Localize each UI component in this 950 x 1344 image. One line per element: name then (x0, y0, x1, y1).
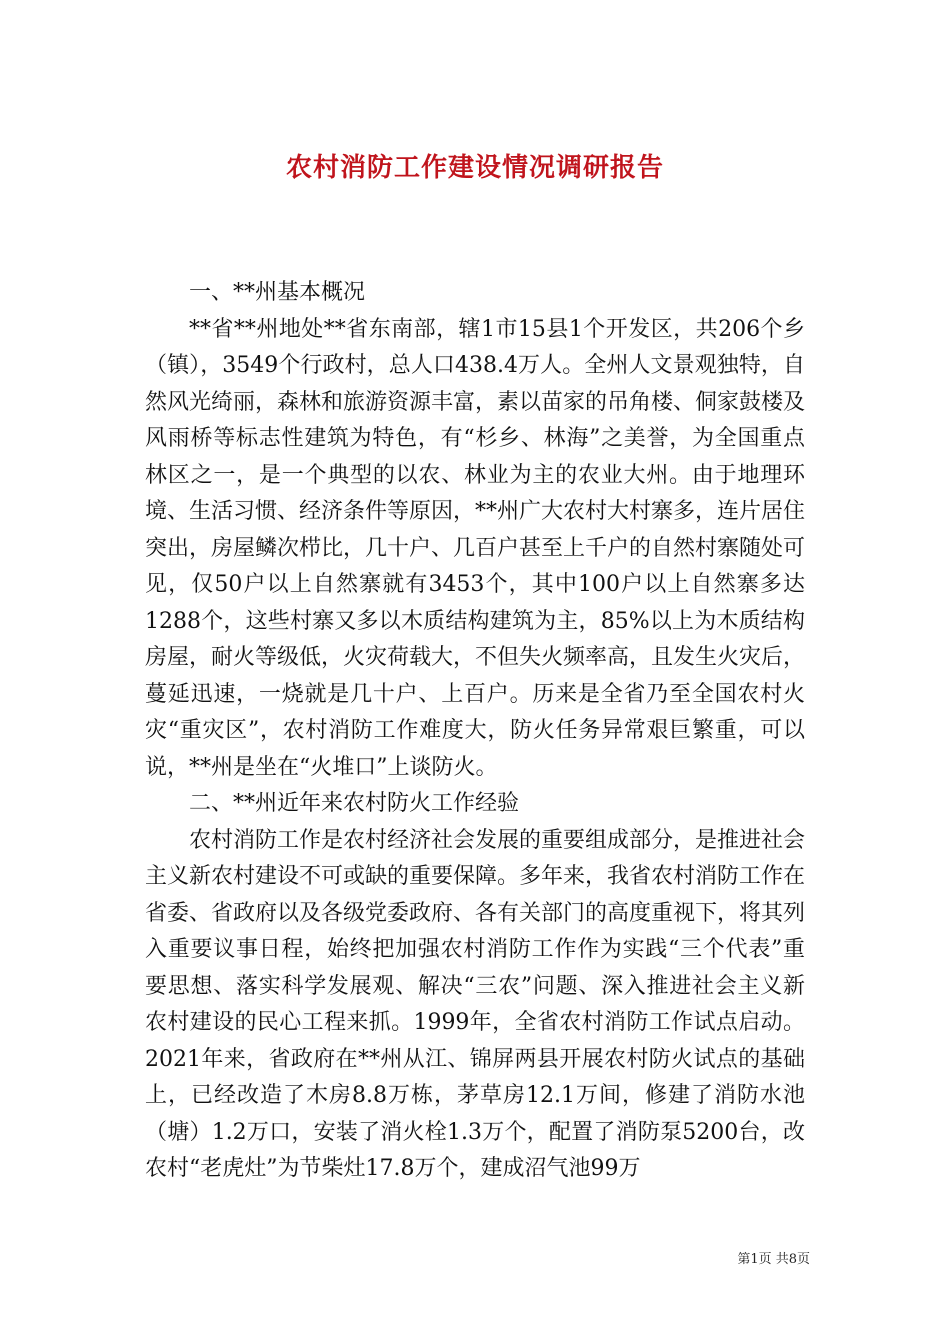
section-1-paragraph-1: **省**州地处**省东南部，辖1市15县1个开发区，共206个乡（镇），3549个行政村，总人口438.4万人。全州人文景观独特，自然风光绮丽，森林和旅游资源丰富，素以苗家的吊角楼、侗家鼓楼及风雨桥等标志性建筑为特色，有“杉乡、林海”之美誉，为全国重点林区之一，是一个典型的以农、林业为主的农业大州。由于地理环境、生活习惯、经济条件等原因，**州广大农村大村寨多，连片居住突出，房屋鳞次栉比，几十户、几百户甚至上千户的自然村寨随处可见，仅50户以上自然寨就有3453个，其中100户以上自然寨多达1288个，这些村寨又多以木质结构建筑为主，85%以上为木质结构房屋，耐火等级低，火灾荷载大，不但失火频率高，且发生火灾后，蔓延迅速，一烧就是几十户、上百户。历来是全省乃至全国农村火灾“重灾区”，农村消防工作难度大，防火任务异常艰巨繁重，可以说，**州是坐在“火堆口”上谈防火。 (145, 316, 806, 780)
document-body (145, 275, 805, 1188)
page-number: 第1页 共8页 (737, 1252, 810, 1267)
section-heading-1: 一、**州基本概况 (189, 280, 366, 305)
section-heading-2: 二、**州近年来农村防火工作经验 (189, 791, 520, 816)
section-2-paragraph-1: 农村消防工作是农村经济社会发展的重要组成部分，是推进社会主义新农村建设不可或缺的重要保障。多年来，我省农村消防工作在省委、省政府以及各级党委政府、各有关部门的高度重视下，将其列入重要议事日程，始终把加强农村消防工作作为实践“三个代表”重要思想、落实科学发展观、解决“三农”问题、深入推进社会主义新农村建设的民心工程来抓。1999年，全省农村消防工作试点启动。2021年来，省政府在**州从江、锦屏两县开展农村防火试点的基础上，已经改造了木房8.8万栋，茅草房12.1万间，修建了消防水池（塘）1.2万口，安装了消火栓1.3万个，配置了消防泵5200台，改农村“老虎灶”为节柴灶17.8万个，建成沼气池99万 (145, 827, 806, 1181)
page-title: 农村消防工作建设情况调研报告 (285, 153, 664, 184)
